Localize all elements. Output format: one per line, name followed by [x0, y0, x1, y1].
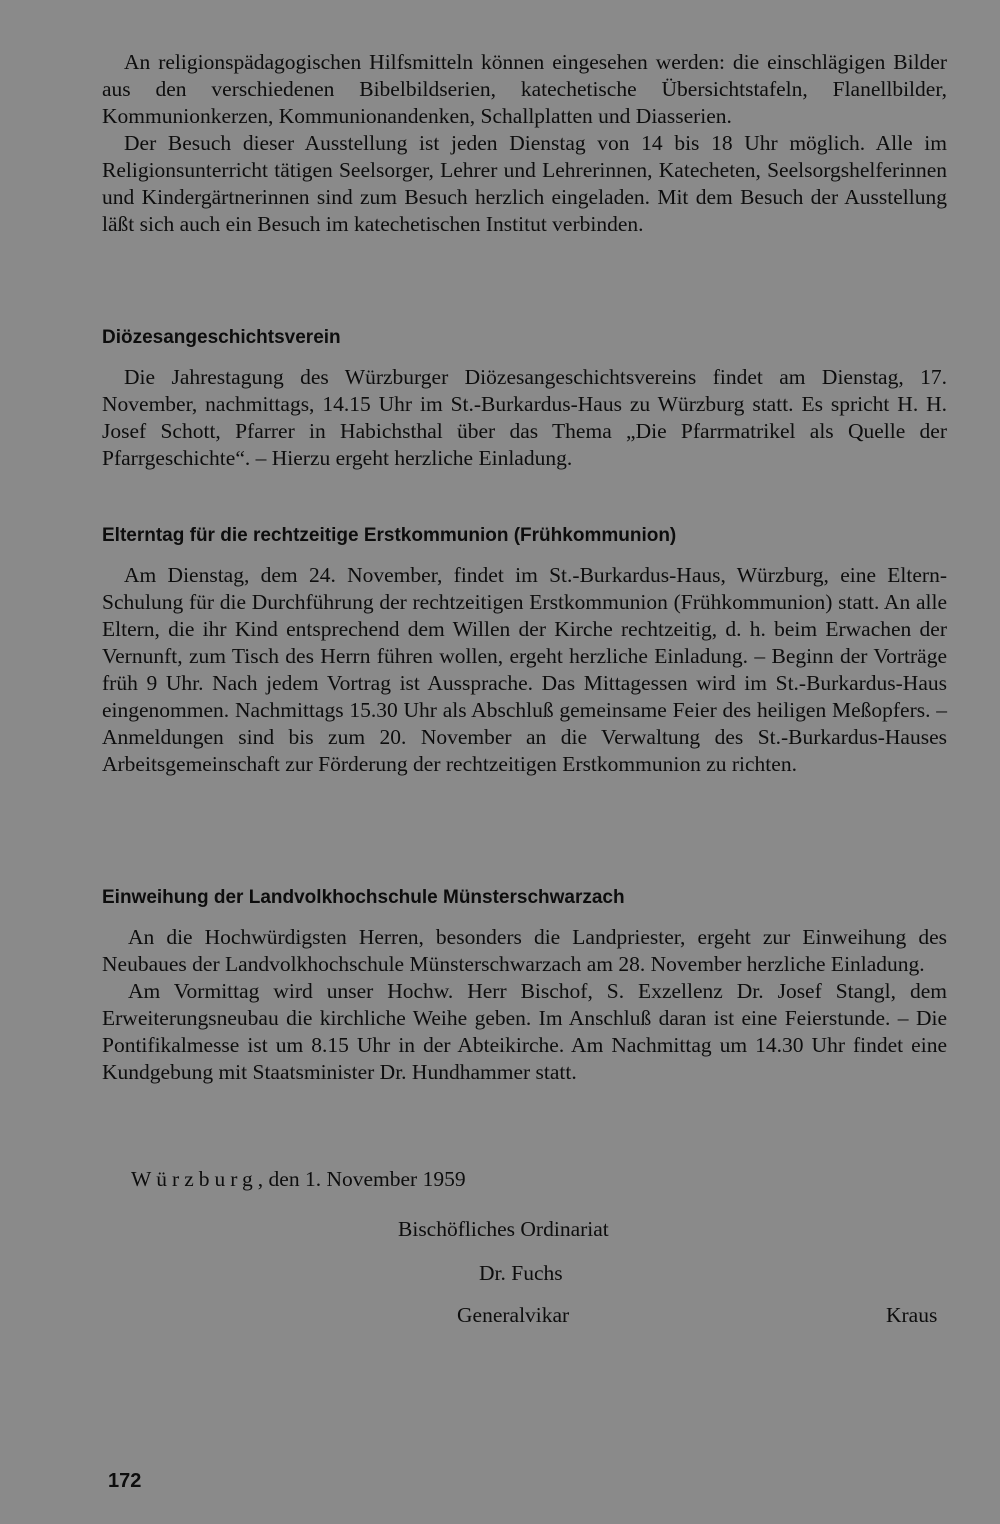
- signature-office: Bischöfliches Ordinariat: [398, 1217, 609, 1241]
- signature-name: Dr. Fuchs: [479, 1261, 563, 1285]
- paragraph: Die Jahrestagung des Würzburger Diözesangeschichtsvereins findet am Dienstag, 17. November, nachmittags, 14.15 Uhr im St.-Burkardus-Haus zu Würzburg statt. Es spricht H. H. Josef Schott, Pfarrer in Habichsthal über das Thema „Die Pfarrmatrikel als Quelle der Pfarrgeschichte“. – Hierzu ergeht herzliche Einladung.: [102, 365, 947, 470]
- dateline-date: , den 1. November 1959: [257, 1167, 466, 1191]
- section-dioezesangeschichtsverein: [102, 324, 947, 472]
- section-heading: Einweihung der Landvolkhochschule Münsterschwarzach: [102, 887, 625, 908]
- section-elterntag: [102, 522, 947, 778]
- paragraph: Am Vormittag wird unser Hochw. Herr Bischof, S. Exzellenz Dr. Josef Stangl, dem Erweiterungsneubau die kirchliche Weihe geben. Im Anschluß daran ist eine Feierstunde. – Die Pontifikalmesse ist um 8.15 Uhr in der Abteikirche. Am Nachmittag um 14.30 Uhr findet eine Kundgebung mit Staatsminister Dr. Hundhammer statt.: [102, 979, 947, 1084]
- signature-title: Generalvikar: [457, 1303, 570, 1327]
- section-landvolkhochschule: [102, 884, 947, 1086]
- section-heading: Elterntag für die rechtzeitige Erstkommunion (Frühkommunion): [102, 525, 677, 546]
- signature-cosigner: Kraus: [886, 1303, 938, 1327]
- paragraph: An die Hochwürdigsten Herren, besonders die Landpriester, ergeht zur Einweihung des Neubaues der Landvolkhochschule Münsterschwarzach am 28. November herzliche Einladung.: [102, 925, 947, 976]
- paragraph: Am Dienstag, dem 24. November, findet im St.-Burkardus-Haus, Würzburg, eine Eltern-Schulung für die Durchführung der rechtzeitigen Erstkommunion (Frühkommunion) statt. An alle Eltern, die ihr Kind entsprechend dem Willen der Kirche rechtzeitig, d. h. beim Erwachen der Vernunft, zum Tisch des Herrn führen wollen, ergeht herzliche Einladung. – Beginn der Vorträge früh 9 Uhr. Nach jedem Vortrag ist Aussprache. Das Mittagessen wird im St.-Burkardus-Haus eingenommen. Nachmittags 15.30 Uhr als Abschluß gemeinsame Feier des heiligen Meßopfers. – Anmeldungen sind bis zum 20. November an die Verwaltung des St.-Burkardus-Hauses Arbeitsgemeinschaft zur Förderung der rechtzeitigen Erstkommunion zu richten.: [102, 563, 947, 776]
- section-religious-aids: [102, 49, 947, 238]
- paragraph: Der Besuch dieser Ausstellung ist jeden Dienstag von 14 bis 18 Uhr möglich. Alle im Religionsunterricht tätigen Seelsorger, Lehrer und Lehrerinnen, Katecheten, Seelsorgshelferinnen und Kindergärtnerinnen sind zum Besuch herzlich eingeladen. Mit dem Besuch der Ausstellung läßt sich auch ein Besuch im katechetischen Institut verbinden.: [102, 131, 947, 236]
- dateline: [131, 1166, 466, 1193]
- dateline-place: Würzburg: [131, 1167, 258, 1191]
- section-heading: Diözesangeschichtsverein: [102, 327, 341, 348]
- paragraph: An religionspädagogischen Hilfsmitteln können eingesehen werden: die einschlägigen Bilder aus den verschiedenen Bibelbildserien, katechetische Übersichtstafeln, Flanellbilder, Kommunionkerzen, Kommunionandenken, Schallplatten und Diasserien.: [102, 50, 947, 128]
- page-number: 172: [108, 1470, 142, 1492]
